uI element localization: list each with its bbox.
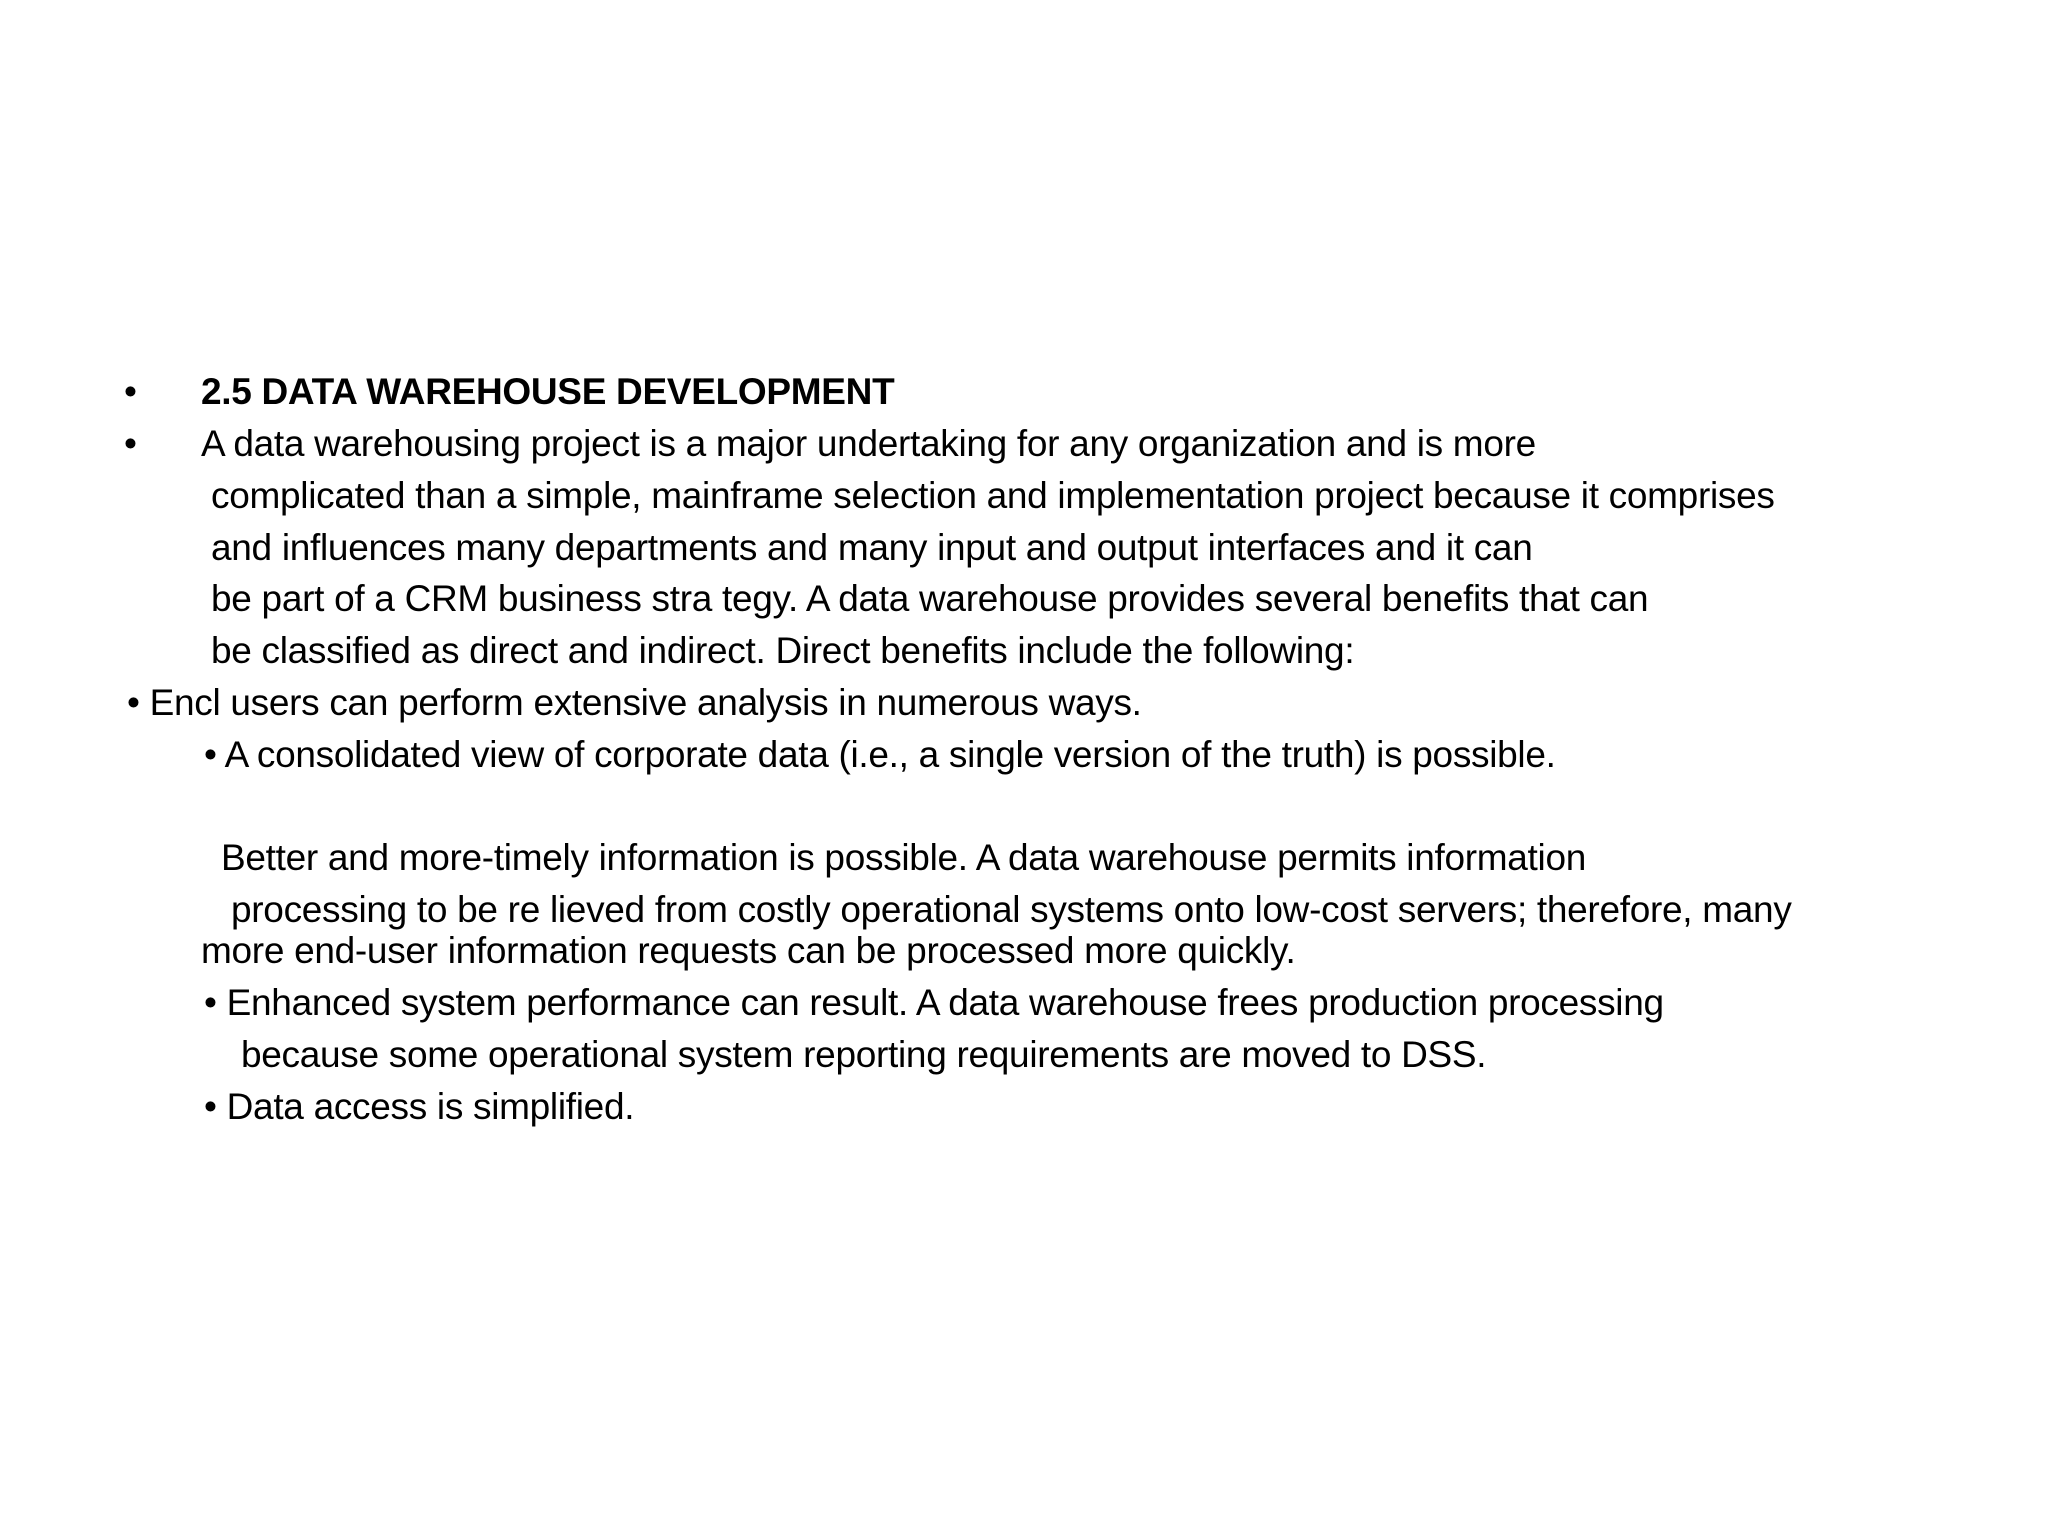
list-item-enhanced-performance: • Enhanced system performance can result. A data warehouse frees production processing — [204, 982, 1664, 1023]
list-item-consolidated-view: • A consolidated view of corporate data (i.e., a single version of the truth) is possible. — [204, 734, 1556, 775]
intro-line-4: be part of a CRM business stra tegy. A data warehouse provides several benefits that can — [211, 578, 1649, 619]
intro-line-1: A data warehousing project is a major undertaking for any organization and is more — [201, 423, 1536, 464]
list-item-better-information-cont-2: more end-user information requests can be processed more quickly. — [201, 930, 1296, 971]
list-item-data-access: • Data access is simplified. — [204, 1086, 635, 1127]
intro-line-3: and influences many departments and many input and output interfaces and it can — [211, 527, 1533, 568]
intro-line-5: be classified as direct and indirect. Direct benefits include the following: — [211, 630, 1355, 671]
intro-line-2: complicated than a simple, mainframe selection and implementation project because it comprises — [211, 475, 1775, 516]
intro-bullet: • — [124, 423, 137, 464]
list-item-end-users: • Encl users can perform extensive analysis in numerous ways. — [127, 682, 1142, 723]
section-heading: 2.5 DATA WAREHOUSE DEVELOPMENT — [201, 371, 895, 412]
list-item-better-information: Better and more-timely information is possible. A data warehouse permits information — [221, 837, 1587, 878]
list-item-better-information-cont-1: processing to be re lieved from costly operational systems onto low-cost servers; therefore, many — [231, 889, 1792, 930]
heading-bullet: • — [124, 371, 137, 412]
list-item-enhanced-performance-cont: because some operational system reporting requirements are moved to DSS. — [241, 1034, 1487, 1075]
